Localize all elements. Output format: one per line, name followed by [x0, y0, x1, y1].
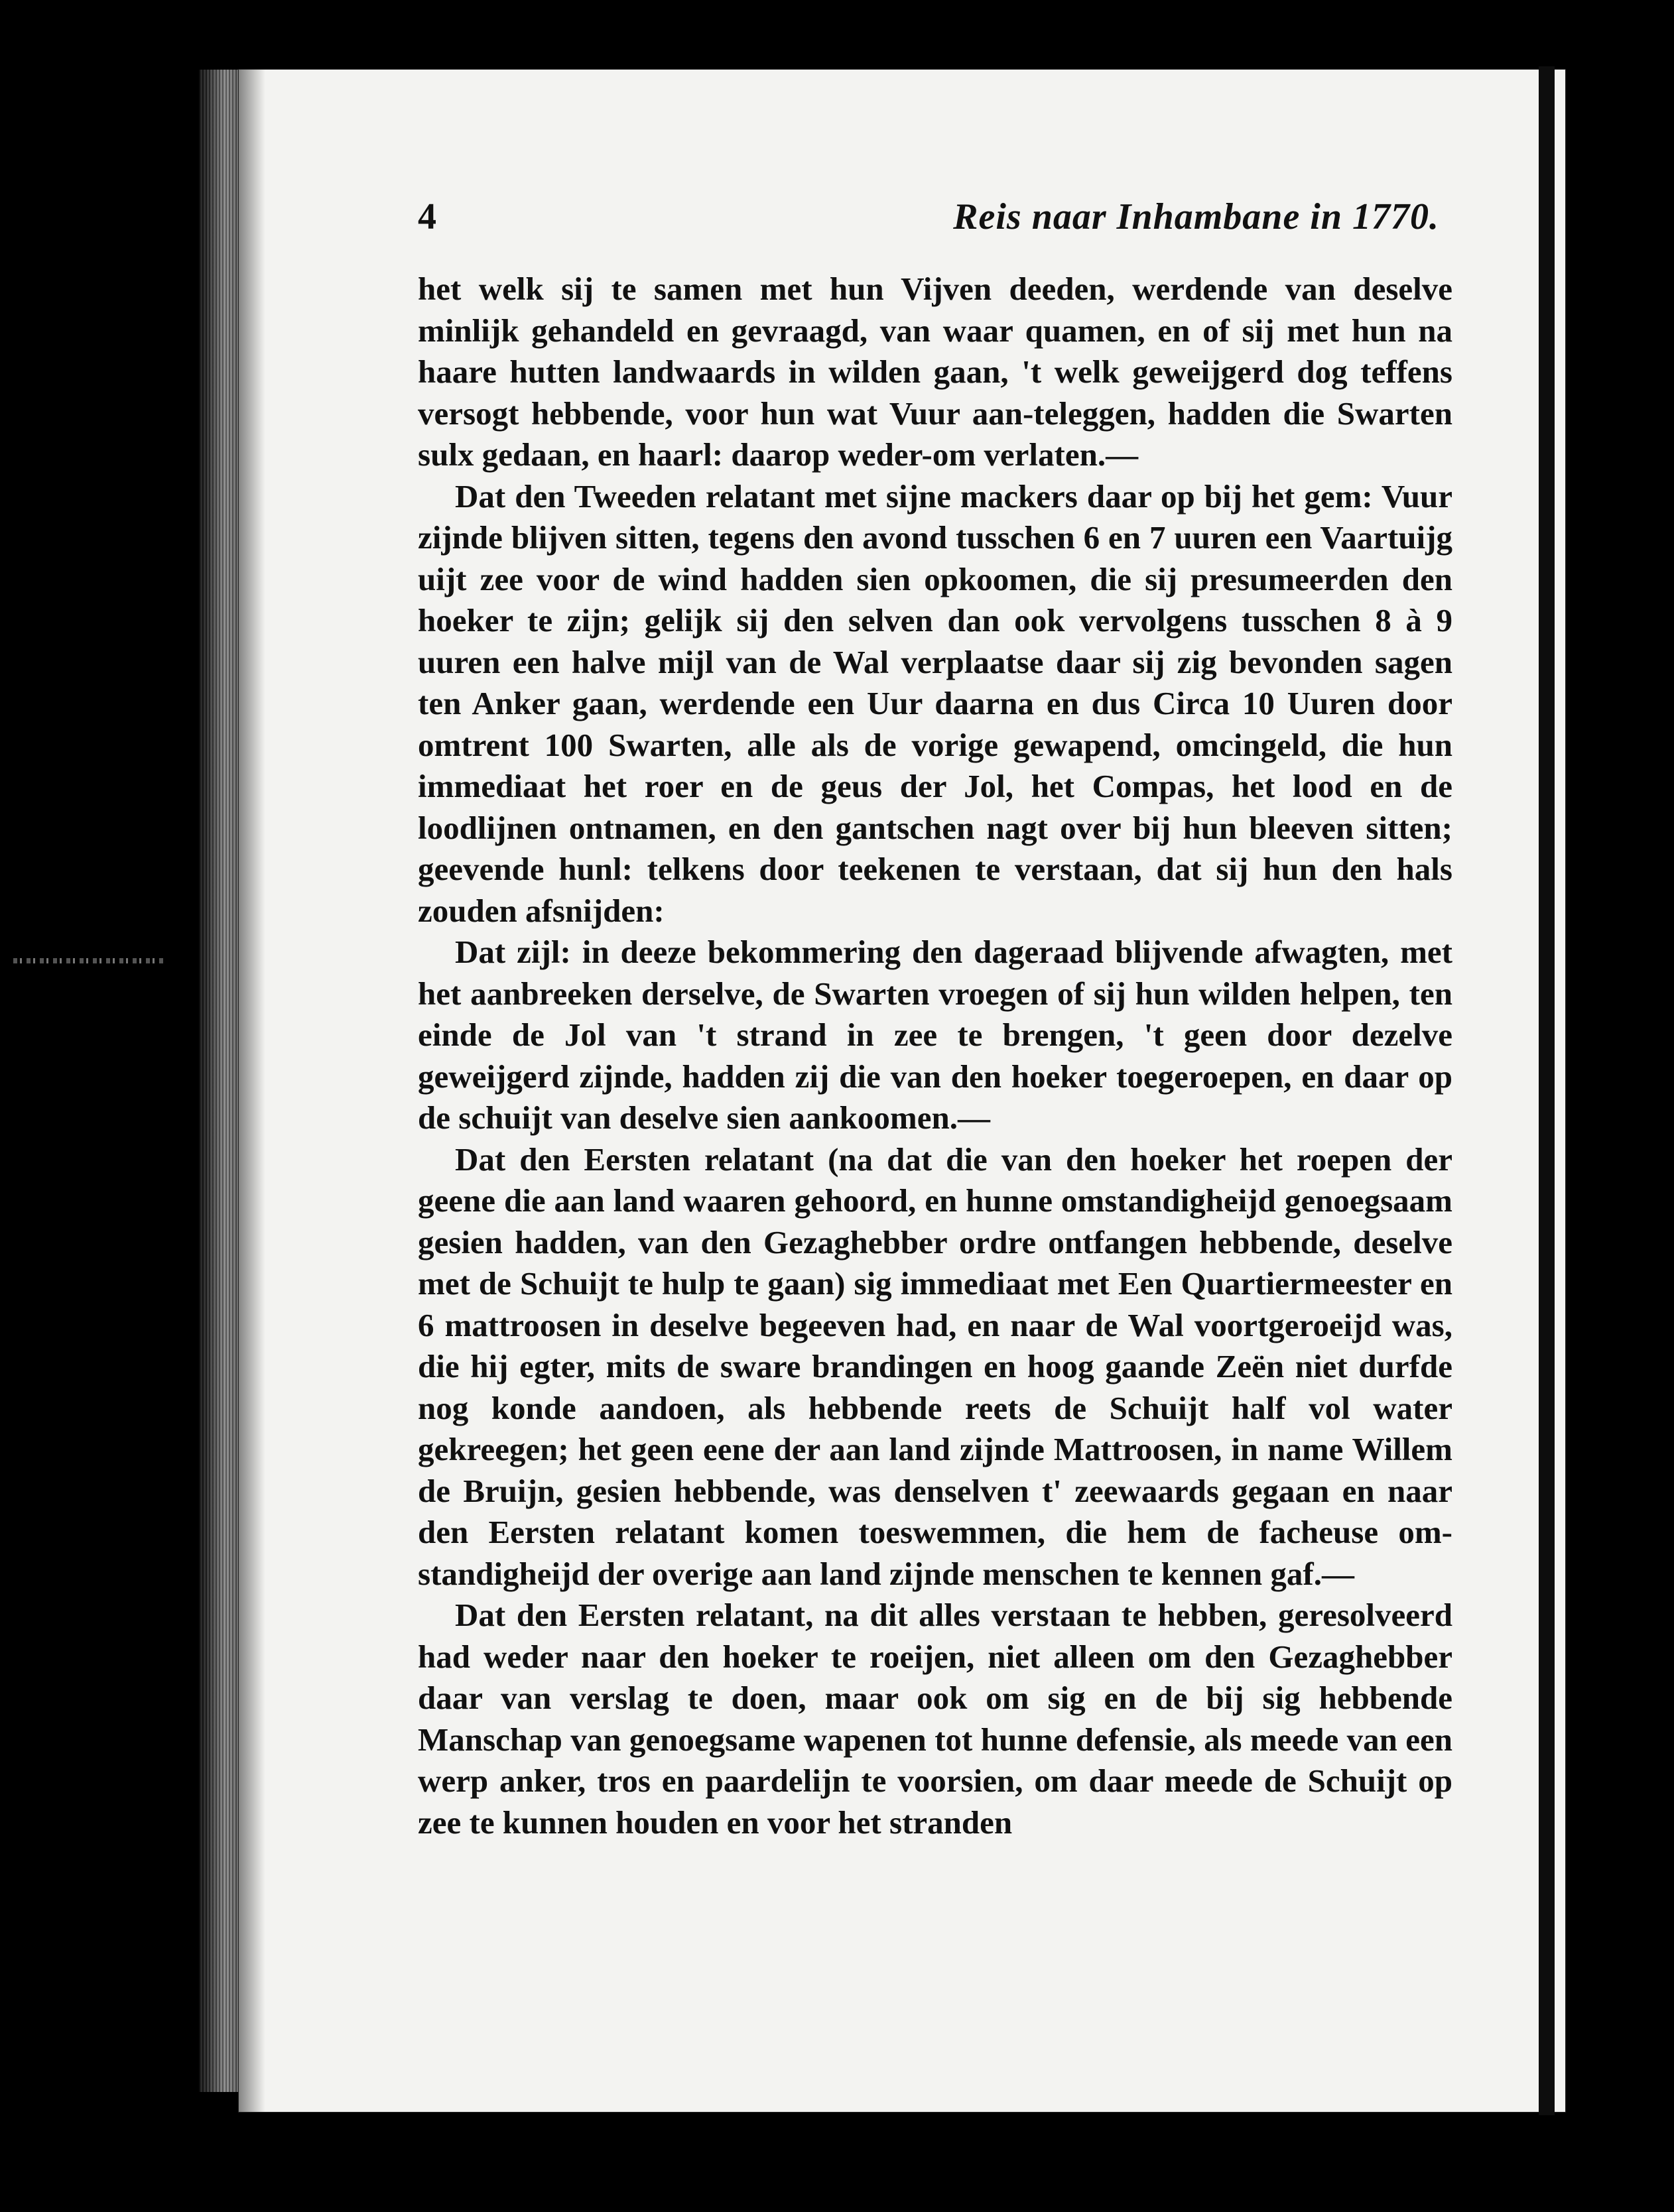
paragraph-4: Dat den Eersten relatant (na dat die van den hoeker het roepen der geene die aan land waaren gehoord, en hunne omstandigheijd genoegsaam gesien hadden, van den Gezaghebber ordre ontfangen hebbende, deselve met de Schuijt te hulp te gaan) sig immediaat met Een Quartiermeester en 6 mattroosen in deselve begeeven had, en naar de Wal voortgeroeijd was, die hij egter, mits de sware brandingen en hoog gaande Zeën niet durfde nog konde aandoen, als hebbende reets de Schuijt half vol water gekreegen; het geen eene der aan land zijnde Mattroosen, in name Willem de Bruijn, gesien hebbende, was denselven t' zeewaards gegaan en naar den Eersten relatant komen toeswemmen, die hem de facheuse om-standigheijd der overige aan land zijnde menschen te kennen gaf.—	[418, 1140, 1452, 1592]
paragraph-3: Dat zijl: in deeze bekommering den dageraad blijvende afwagten, met het aanbreeken derselve, de Swarten vroegen of sij hun wilden helpen, ten einde de Jol van 't strand in zee te brengen, 't geen door dezelve geweijgerd zijnde, hadden zij die van den hoeker toegeroepen, en daar op de schuijt van deselve sien aankoomen.—	[418, 934, 1452, 1136]
paragraph-2: Dat den Tweeden relatant met sijne mackers daar op bij het gem: Vuur zijnde blijven sitten, tegens den avond tusschen 6 en 7 uuren een Vaartuijg uijt zee voor de wind hadden sien opkoomen, die sij presumeerden den hoeker te zijn; gelijk sij den selven dan ook vervolgens tusschen 8 à 9 uuren een halve mijl van de Wal verplaatse daar sij zig bevonden sagen ten Anker gaan, werdende een Uur daarna en dus Circa 10 Uuren door omtrent 100 Swarten, alle als de vorige gewapend, omcingeld, die hun immediaat het roer en de geus der Jol, het Compas, het lood en de loodlijnen ontnamen, en den gantschen nagt over bij hun bleeven sitten; geevende hunl: telkens door teekenen te verstaan, dat sij hun den hals zouden afsnijden:	[418, 477, 1452, 929]
page-number: 4	[418, 196, 436, 237]
book-page	[239, 70, 1565, 2112]
running-title: Reis naar Inhambane in 1770.	[953, 196, 1439, 237]
paragraph-5: Dat den Eersten relatant, na dit alles verstaan te hebben, geresolveerd had weder naar den hoeker te roeijen, niet alleen om den Gezaghebber daar van verslag te doen, maar ook om sig en de bij sig hebbende Manschap van genoegsame wapenen tot hunne defensie, als meede van een werp anker, tros en paardelijn te voorsien, om daar meede de Schuijt op zee te kunnen houden en voor het stranden	[418, 1597, 1452, 1841]
body-text	[418, 269, 1452, 1843]
scan-artifact	[13, 958, 166, 963]
paragraph-1: het welk sij te samen met hun Vijven deeden, werdende van deselve minlijk gehandeld en gevraagd, van waar quamen, en of sij met hun na haare hutten landwaards in wilden gaan, 't welk geweijgerd dog teffens versogt hebbende, voor hun wat Vuur aan-teleggen, hadden die Swarten sulx gedaan, en haarl: daarop weder-om verlaten.—	[418, 271, 1452, 473]
page-header	[418, 196, 1439, 255]
page-right-edge	[1539, 66, 1555, 2115]
